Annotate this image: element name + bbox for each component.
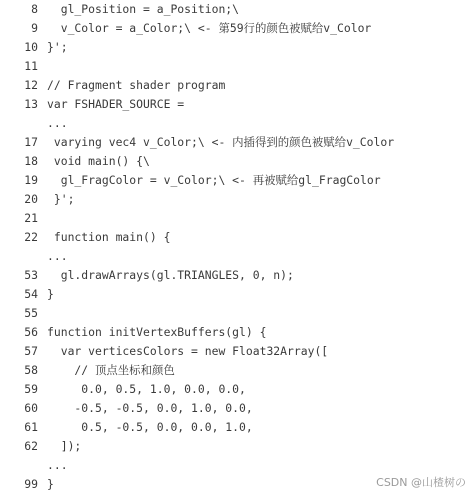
line-number: 11 xyxy=(24,59,38,73)
code-line xyxy=(0,38,474,57)
line-code: var verticesColors = new Float32Array([ xyxy=(47,344,329,358)
code-line xyxy=(0,152,474,171)
line-number: 57 xyxy=(24,344,38,358)
line-number: 20 xyxy=(24,192,38,206)
code-line xyxy=(0,209,474,228)
code-line xyxy=(0,57,474,76)
code-line xyxy=(0,437,474,456)
line-number: 62 xyxy=(24,439,38,453)
line-code: }'; xyxy=(47,40,68,54)
line-number: 13 xyxy=(24,97,38,111)
line-code: ... xyxy=(47,116,68,130)
line-number: 8 xyxy=(31,2,38,16)
code-line xyxy=(0,95,474,114)
line-code: 0.0, 0.5, 1.0, 0.0, 0.0, xyxy=(47,382,246,396)
line-code: } xyxy=(47,477,54,491)
code-line xyxy=(0,190,474,209)
code-line xyxy=(0,0,474,19)
line-number: 10 xyxy=(24,40,38,54)
line-number: 17 xyxy=(24,135,38,149)
code-line xyxy=(0,228,474,247)
line-code: gl.drawArrays(gl.TRIANGLES, 0, n); xyxy=(47,268,294,282)
line-number: 53 xyxy=(24,268,38,282)
code-line xyxy=(0,266,474,285)
line-code: ... xyxy=(47,249,68,263)
code-line xyxy=(0,114,474,133)
line-number: 21 xyxy=(24,211,38,225)
code-line xyxy=(0,323,474,342)
code-line xyxy=(0,247,474,266)
line-code: }'; xyxy=(47,192,75,206)
line-code: // 顶点坐标和颜色 xyxy=(47,363,175,377)
code-line xyxy=(0,456,474,475)
line-number: 54 xyxy=(24,287,38,301)
code-line xyxy=(0,361,474,380)
line-number: 58 xyxy=(24,363,38,377)
line-code: var FSHADER_SOURCE = xyxy=(47,97,185,111)
code-line xyxy=(0,133,474,152)
line-number: 12 xyxy=(24,78,38,92)
line-code: v_Color = a_Color;\ <- 第59行的颜色被赋给v_Color xyxy=(47,21,372,35)
line-code: varying vec4 v_Color;\ <- 内插得到的颜色被赋给v_Color xyxy=(47,135,395,149)
line-code: void main() {\ xyxy=(47,154,150,168)
line-number: 60 xyxy=(24,401,38,415)
line-number: 59 xyxy=(24,382,38,396)
line-number: 61 xyxy=(24,420,38,434)
code-line xyxy=(0,171,474,190)
code-line xyxy=(0,19,474,38)
line-code: ]); xyxy=(47,439,82,453)
line-number: 9 xyxy=(31,21,38,35)
code-line xyxy=(0,304,474,323)
line-code: gl_Position = a_Position;\ xyxy=(47,2,240,16)
code-line xyxy=(0,76,474,95)
line-number: 55 xyxy=(24,306,38,320)
line-code: // Fragment shader program xyxy=(47,78,226,92)
line-code: function initVertexBuffers(gl) { xyxy=(47,325,267,339)
line-number: 56 xyxy=(24,325,38,339)
code-line xyxy=(0,399,474,418)
line-code: 0.5, -0.5, 0.0, 0.0, 1.0, xyxy=(47,420,253,434)
line-number: 18 xyxy=(24,154,38,168)
line-code: ... xyxy=(47,458,68,472)
line-number: 99 xyxy=(24,477,38,491)
line-code: function main() { xyxy=(47,230,171,244)
line-code: gl_FragColor = v_Color;\ <- 再被赋给gl_FragColor xyxy=(47,173,381,187)
code-line xyxy=(0,285,474,304)
code-line xyxy=(0,342,474,361)
watermark: CSDN @山楂树の xyxy=(376,476,466,489)
line-code: -0.5, -0.5, 0.0, 1.0, 0.0, xyxy=(47,401,253,415)
code-line xyxy=(0,380,474,399)
line-number: 22 xyxy=(24,230,38,244)
code-line xyxy=(0,418,474,437)
line-number: 19 xyxy=(24,173,38,187)
line-code: } xyxy=(47,287,54,301)
